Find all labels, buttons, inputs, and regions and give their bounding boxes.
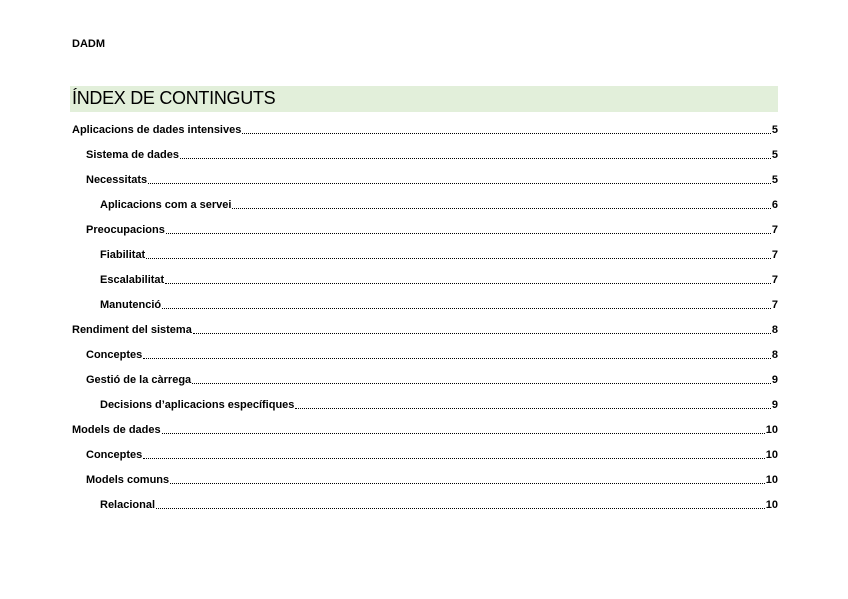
toc-entry-label: Conceptes bbox=[86, 449, 143, 461]
toc-entry-label: Sistema de dades bbox=[86, 149, 179, 161]
toc-dot-leader bbox=[180, 157, 771, 159]
toc-entry-page-number: 10 bbox=[765, 499, 778, 511]
toc-entry-label: Manutenció bbox=[100, 299, 162, 311]
toc-entry[interactable] bbox=[72, 167, 778, 192]
page-header: DADM bbox=[72, 38, 105, 50]
toc-entry-label: Aplicacions com a servei bbox=[100, 199, 232, 211]
toc-entry-page-number: 10 bbox=[765, 424, 778, 436]
toc-entry-label: Preocupacions bbox=[86, 224, 165, 236]
toc-entry-page-number: 7 bbox=[771, 299, 778, 311]
toc-dot-leader bbox=[162, 432, 765, 434]
toc-entry[interactable] bbox=[72, 267, 778, 292]
toc-entry[interactable] bbox=[72, 192, 778, 217]
toc-entry[interactable] bbox=[72, 142, 778, 167]
toc-dot-leader bbox=[148, 182, 771, 184]
toc-dot-leader bbox=[192, 382, 771, 384]
toc-dot-leader bbox=[156, 507, 765, 509]
toc-entry-page-number: 7 bbox=[771, 274, 778, 286]
toc-entry-page-number: 7 bbox=[771, 224, 778, 236]
toc-entry[interactable] bbox=[72, 442, 778, 467]
toc-dot-leader bbox=[232, 207, 770, 209]
toc-entry[interactable] bbox=[72, 342, 778, 367]
toc-entry-page-number: 6 bbox=[771, 199, 778, 211]
toc-entry-label: Gestió de la càrrega bbox=[86, 374, 192, 386]
toc-entry-page-number: 5 bbox=[771, 124, 778, 136]
toc-dot-leader bbox=[162, 307, 771, 309]
toc-dot-leader bbox=[242, 132, 771, 134]
toc-entry-label: Necessitats bbox=[86, 174, 148, 186]
toc-dot-leader bbox=[165, 282, 771, 284]
toc-entry[interactable] bbox=[72, 117, 778, 142]
toc-dot-leader bbox=[193, 332, 771, 334]
toc-entry-label: Models de dades bbox=[72, 424, 161, 436]
toc-entry[interactable] bbox=[72, 492, 778, 517]
toc-entry-page-number: 9 bbox=[771, 374, 778, 386]
toc-dot-leader bbox=[146, 257, 771, 259]
toc-dot-leader bbox=[143, 357, 771, 359]
toc-entry[interactable] bbox=[72, 417, 778, 442]
toc-entry[interactable] bbox=[72, 367, 778, 392]
toc-entry-label: Decisions d’aplicacions específiques bbox=[100, 399, 295, 411]
toc-entry-page-number: 5 bbox=[771, 149, 778, 161]
toc-entry-page-number: 7 bbox=[771, 249, 778, 261]
toc-entry-page-number: 8 bbox=[771, 324, 778, 336]
toc-entry[interactable] bbox=[72, 242, 778, 267]
toc-entry-label: Aplicacions de dades intensives bbox=[72, 124, 242, 136]
toc-dot-leader bbox=[143, 457, 765, 459]
table-of-contents bbox=[72, 117, 778, 517]
toc-dot-leader bbox=[295, 407, 770, 409]
toc-entry-label: Relacional bbox=[100, 499, 156, 511]
toc-entry-label: Escalabilitat bbox=[100, 274, 165, 286]
toc-entry-label: Models comuns bbox=[86, 474, 170, 486]
toc-entry[interactable] bbox=[72, 392, 778, 417]
toc-entry[interactable] bbox=[72, 217, 778, 242]
toc-entry-label: Conceptes bbox=[86, 349, 143, 361]
toc-heading-bar bbox=[70, 86, 778, 112]
toc-entry-page-number: 10 bbox=[765, 449, 778, 461]
toc-entry-page-number: 10 bbox=[765, 474, 778, 486]
toc-entry[interactable] bbox=[72, 292, 778, 317]
toc-entry[interactable] bbox=[72, 467, 778, 492]
toc-entry-label: Fiabilitat bbox=[100, 249, 146, 261]
toc-entry-label: Rendiment del sistema bbox=[72, 324, 192, 336]
toc-entry-page-number: 5 bbox=[771, 174, 778, 186]
toc-entry-page-number: 8 bbox=[771, 349, 778, 361]
toc-dot-leader bbox=[170, 482, 765, 484]
toc-dot-leader bbox=[166, 232, 771, 234]
toc-heading: ÍNDEX DE CONTINGUTS bbox=[72, 88, 276, 108]
toc-entry[interactable] bbox=[72, 317, 778, 342]
toc-entry-page-number: 9 bbox=[771, 399, 778, 411]
